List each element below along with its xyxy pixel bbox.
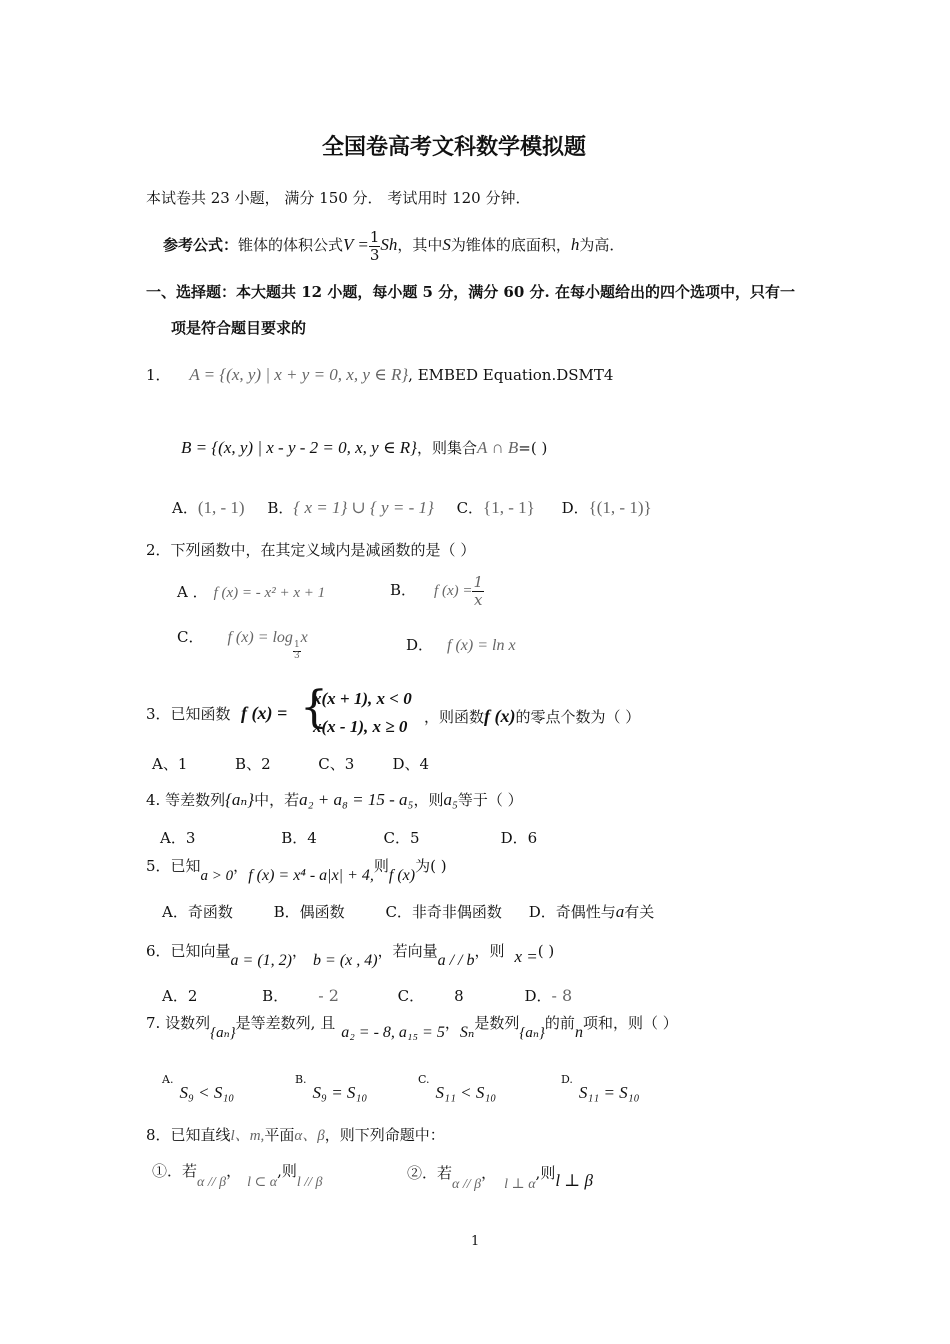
q8-stem-2: 平面 <box>264 1126 295 1144</box>
q8-p2-label: ②．若 <box>407 1164 453 1182</box>
q8-stem <box>146 1128 445 1144</box>
q8-p1-cond-1: α // β <box>197 1175 227 1190</box>
q6-parallel: a / / b <box>437 952 475 969</box>
ref-text-1: 锥体的体积公式 <box>238 236 344 254</box>
q7-sn: Sₙ <box>459 1024 475 1041</box>
q1-option-c-label: C． <box>456 499 484 517</box>
q8-p2-then: ,则 <box>535 1164 556 1182</box>
q5-option-c: C．非奇非偶函数 <box>385 903 502 921</box>
q1-option-b: { x = 1} ∪ { y = - 1} <box>293 498 434 517</box>
q7-option-a: S₉ < S₁₀ <box>179 1083 235 1102</box>
q2-option-c-formula: f (x) = log <box>227 629 293 646</box>
page-title: 全国卷高考文科数学模拟题 <box>322 135 587 160</box>
q8-planes: α、β <box>294 1128 325 1144</box>
reference-formula <box>163 229 624 263</box>
q5-option-d-var: a <box>615 902 625 921</box>
q8-p1-cond-2: l ⊂ α <box>247 1175 278 1190</box>
q1-set-b-line <box>181 439 547 456</box>
q1-set-a: A = {(x, y) | x + y = 0, x, y ∈ R} <box>189 365 409 384</box>
q5-function-2: f (x) <box>388 867 416 884</box>
q3-function: f (x) = <box>241 703 288 723</box>
q8-proposition-2 <box>407 1164 594 1192</box>
q7-s2: 是数列 <box>474 1014 520 1032</box>
q6-options <box>162 988 572 1004</box>
q6-x: x = <box>514 947 538 966</box>
q1-option-a-label: A． <box>172 499 198 517</box>
q7-options <box>162 1073 640 1102</box>
q2-option-d-label: D． <box>406 636 434 654</box>
section-heading-line-2: 项是符合题目要求的 <box>171 319 307 337</box>
ref-text-4: 为高． <box>579 236 625 254</box>
q1-option-d-label: D． <box>561 499 589 517</box>
q4-stem-1: 4. 等差数列 <box>146 791 226 809</box>
q7-option-d: S₁₁ = S₁₀ <box>578 1083 640 1102</box>
ref-text-2: ，其中 <box>397 236 443 254</box>
q7-option-c: S₁₁ < S₁₀ <box>435 1083 497 1102</box>
q1-intersection: A ∩ B <box>477 438 519 457</box>
q6-option-c: 8 <box>454 987 464 1005</box>
q1-embed-text: , EMBED Equation.DSMT4 <box>408 366 614 384</box>
q2-option-d-formula: f (x) = ln x <box>447 637 516 654</box>
q1-stem <box>146 366 613 383</box>
q8-p1-label: ①．若 <box>152 1162 198 1180</box>
q8-p2-cond-2: l ⊥ α <box>504 1177 536 1192</box>
q7-option-d-label: D. <box>560 1073 573 1086</box>
ref-h-var: h <box>570 235 580 254</box>
q7-condition: a₂ = - 8, a₁₅ = 5 <box>341 1024 445 1041</box>
q7-sequence-2: {aₙ} <box>519 1025 545 1041</box>
q1-option-d: {(1, - 1)} <box>588 498 652 517</box>
q1-option-a: (1, - 1) <box>197 498 245 517</box>
q2-option-c-base-den: 3 <box>293 651 300 661</box>
q5-function: f (x) = x⁴ - a|x| + 4, <box>248 867 374 884</box>
q6-option-d: - 8 <box>551 986 573 1005</box>
q3-tail <box>424 707 640 725</box>
q1-option-c: {1, - 1} <box>483 498 535 517</box>
q2-option-d <box>406 638 516 654</box>
q8-proposition-1 <box>152 1162 323 1190</box>
q7-number: 7. 设数列 <box>146 1014 211 1032</box>
section-heading-line-1: 一、选择题：本大题共 12 小题，每小题 5 分，满分 60 分. 在每小题给出的四个选项中，只有一 <box>146 283 795 301</box>
ref-formula-lhs: V = <box>343 235 369 254</box>
q8-stem-1: 8．已知直线 <box>146 1126 231 1144</box>
q6-stem <box>146 942 555 969</box>
q4-stem <box>146 791 523 808</box>
q2-option-a <box>177 585 325 601</box>
q2-option-b-lhs: f (x) = <box>434 583 473 599</box>
q3-case-1: x(x + 1), x < 0 <box>313 689 412 708</box>
q2-stem: 2．下列函数中，在其定义域内是减函数的是（ ） <box>146 541 476 559</box>
q5-option-a: A．奇函数 <box>162 903 233 921</box>
q8-p1-then: ,则 <box>277 1162 297 1180</box>
q3-case-2: x(x - 1), x ≥ 0 <box>313 717 408 736</box>
q1-option-b-label: B． <box>267 499 294 517</box>
q6-sep: ， <box>292 942 308 960</box>
q2-option-b-den: x <box>474 590 483 609</box>
q3-mid: ，则函数 <box>424 708 485 726</box>
ref-frac-den: 3 <box>369 245 380 264</box>
q2-option-b-label: B． <box>390 581 417 599</box>
q2-option-a-formula: f (x) = - x² + x + 1 <box>213 585 326 601</box>
q2-option-c <box>177 628 308 662</box>
q6-number: 6．已知向量 <box>146 942 231 960</box>
q1-tail-end: =( ) <box>518 439 548 457</box>
q8-p2-sep: ， <box>481 1164 497 1182</box>
q6-mid: ，若向量 <box>377 942 438 960</box>
page-number: 1 <box>471 1234 480 1249</box>
q5-then: 则 <box>373 857 389 875</box>
q8-p1-sep: ， <box>226 1162 242 1180</box>
q5-options <box>162 903 654 920</box>
q7-sequence: {aₙ} <box>210 1025 236 1041</box>
ref-s-var: S <box>442 235 451 254</box>
q3-tail-text: 的零点个数为（ ） <box>515 708 641 726</box>
q6-option-b-label: B． <box>262 987 289 1005</box>
q4-stem-4: 等于（ ） <box>457 791 523 809</box>
q2-option-b-fraction <box>472 574 484 608</box>
q5-number: 5．已知 <box>146 857 201 875</box>
q7-option-b-label: B. <box>294 1073 307 1086</box>
q1-set-b: B = {(x, y) | x - y - 2 = 0, x, y ∈ R} <box>181 438 417 457</box>
q3-options: A、1 B、2 C、3 D、4 <box>152 755 430 773</box>
q2-option-b <box>390 574 484 608</box>
q1-tail-text: ，则集合 <box>416 439 477 457</box>
q7-option-a-label: A. <box>162 1073 174 1086</box>
q4-equation: a₂ + a₈ = 15 - a₅ <box>299 790 414 809</box>
q2-option-b-num: 1 <box>473 573 484 591</box>
q8-p1-result: l // β <box>296 1175 323 1190</box>
q3-brace: { <box>300 682 328 733</box>
q4-stem-2: 中，若 <box>254 791 300 809</box>
q7-s3: 的前 <box>544 1014 575 1032</box>
q6-option-b: - 2 <box>318 986 339 1005</box>
q7-s1: 是等差数列, 且 <box>235 1014 336 1032</box>
q4-stem-3: ，则 <box>413 791 444 809</box>
q5-option-d-1: D．奇偶性与 <box>528 903 616 921</box>
q6-option-d-label: D． <box>524 987 552 1005</box>
ref-formula-rhs: Sh <box>380 235 398 254</box>
ref-fraction <box>369 229 381 263</box>
q6-vector-a: a = (1, 2) <box>230 952 292 969</box>
q1-options <box>172 499 652 516</box>
q2-option-c-base <box>293 641 301 662</box>
q2-option-c-label: C． <box>177 628 204 646</box>
q8-lines: l、m, <box>230 1128 265 1144</box>
q2-option-a-label: A ． <box>177 583 208 601</box>
ref-text-3: 为锥体的底面积， <box>450 236 571 254</box>
q5-option-b: B．偶函数 <box>273 903 345 921</box>
q2-option-c-base-num: 1 <box>293 640 300 651</box>
q3-number: 3．已知函数 <box>146 705 231 723</box>
q5-condition: a > 0 <box>200 868 234 884</box>
q6-then: ，则 <box>474 942 505 960</box>
ref-frac-num: 1 <box>369 228 380 246</box>
q7-option-b: S₉ = S₁₀ <box>312 1083 368 1102</box>
q5-tail: 为( ) <box>415 857 447 875</box>
q6-vector-b: b = (x , 4) <box>313 952 378 969</box>
q8-p2-result: l ⊥ β <box>555 1171 594 1190</box>
ref-label: 参考公式： <box>163 236 239 254</box>
q6-option-a: A．2 <box>162 987 198 1005</box>
q6-paren: ( ) <box>537 942 555 960</box>
q7-sep: ， <box>444 1014 460 1032</box>
exam-intro: 本试卷共 23 小题， 满分 150 分． 考试用时 120 分钟． <box>146 189 531 207</box>
q4-options: A．3 B．4 C．5 D．6 <box>160 829 538 847</box>
q5-sep: ， <box>233 857 249 875</box>
q2-option-c-var: x <box>300 629 308 646</box>
q5-option-d-2: 有关 <box>624 903 655 921</box>
q4-sequence: {aₙ} <box>225 790 255 809</box>
q8-p2-cond-1: α // β <box>452 1177 482 1192</box>
q7-stem <box>146 1014 678 1041</box>
q7-s4: 项和，则（ ） <box>582 1014 678 1032</box>
q5-stem <box>146 857 447 884</box>
q4-a5: a₅ <box>443 790 458 809</box>
q6-option-c-label: C． <box>397 987 425 1005</box>
q3-function-2: f (x) <box>484 706 516 726</box>
q7-option-c-label: C. <box>418 1073 430 1086</box>
q8-stem-3: ，则下列命题中： <box>324 1126 445 1144</box>
q7-n: n <box>574 1024 583 1041</box>
q1-number: 1． <box>146 366 171 384</box>
